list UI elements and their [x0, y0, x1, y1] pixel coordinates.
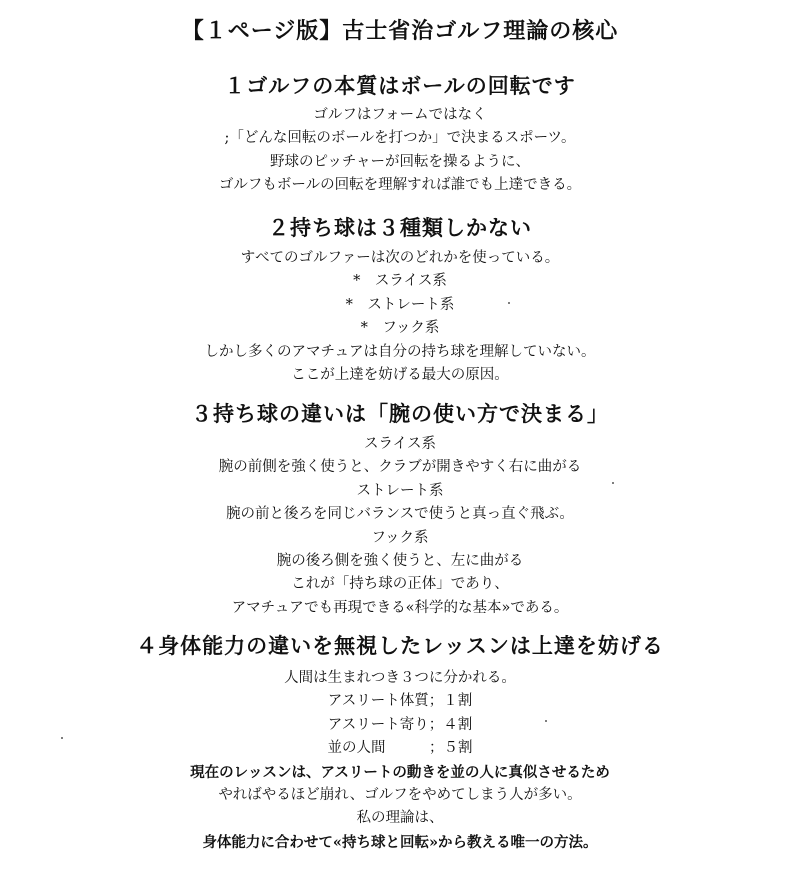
section-1-line: ゴルフもボールの回転を理解すれば誰でも上達できる。: [218, 177, 582, 194]
section-3-line: 腕の前と後ろを同じバランスで使うと真っ直ぐ飛ぶ。: [226, 506, 574, 523]
bullet-item-straight: * ストレート系: [345, 296, 455, 313]
bullet-item-slice: * スライス系: [353, 273, 447, 290]
scan-speck: [61, 737, 63, 739]
section-3-line: アマチュアでも再現できる«科学的な基本»である。: [231, 599, 569, 616]
section-4-line: 並の人間 ；５割: [327, 740, 473, 757]
section-4-line: やればやるほど崩れ、ゴルフをやめてしまう人が多い。: [218, 787, 582, 804]
section-3-line: 腕の前側を強く使うと、クラブが開きやすく右に曲がる: [218, 459, 582, 476]
section-4-line: アスリート体質；１割: [327, 693, 473, 710]
scan-speck: [545, 720, 547, 722]
bullet-item-hook: * フック系: [360, 320, 440, 337]
section-4-line: 私の理論は、: [356, 810, 444, 827]
section-4-line-bold: 現在のレッスンは、アスリートの動きを並の人に真似させるため: [190, 763, 610, 781]
scan-speck: [612, 482, 614, 484]
section-4-line: アスリート寄り；４割: [327, 716, 473, 733]
section-2-body: [0, 247, 800, 387]
section-3-line: ストレート系: [356, 482, 444, 499]
section-2-heading: ２持ち球は３種類しかない: [268, 216, 532, 240]
section-3-line: フック系: [371, 529, 429, 546]
section-1-line: ゴルフはフォームではなく: [313, 107, 487, 123]
section-2-line: ここが上達を妨げる最大の原因。: [291, 367, 509, 384]
section-1-heading: １ゴルフの本質はボールの回転です: [224, 74, 576, 98]
section-2-line: しかし多くのアマチュアは自分の持ち球を理解していない。: [204, 343, 596, 360]
section-1-body: [0, 104, 800, 198]
section-1-line: 野球のピッチャーが回転を操るように、: [270, 153, 530, 170]
scan-speck: [508, 302, 510, 304]
section-2-line: すべてのゴルファーは次のどれかを使っている。: [240, 250, 560, 266]
section-4-line: 人間は生まれつき３つに分かれる。: [284, 670, 516, 686]
section-3-line: これが「持ち球の正体」であり、: [291, 576, 509, 593]
section-3-line: 腕の後ろ側を強く使うと、左に曲がる: [276, 553, 524, 570]
section-4-heading: ４身体能力の違いを無視したレッスンは上達を妨げる: [136, 634, 664, 658]
section-1-line: ;「どんな回転のボールを打つか」で決まるスポーツ。: [224, 130, 576, 147]
page-title: 【１ページ版】古士省治ゴルフ理論の核心: [181, 19, 619, 44]
section-3-heading: ３持ち球の違いは「腕の使い方で決まる」: [191, 402, 609, 426]
section-3-body: [0, 433, 800, 620]
section-4-line-bold: 身体能力に合わせて«持ち球と回転»から教える唯一の方法。: [202, 833, 598, 851]
section-4-body: [0, 667, 800, 854]
section-3-line: スライス系: [364, 436, 436, 452]
